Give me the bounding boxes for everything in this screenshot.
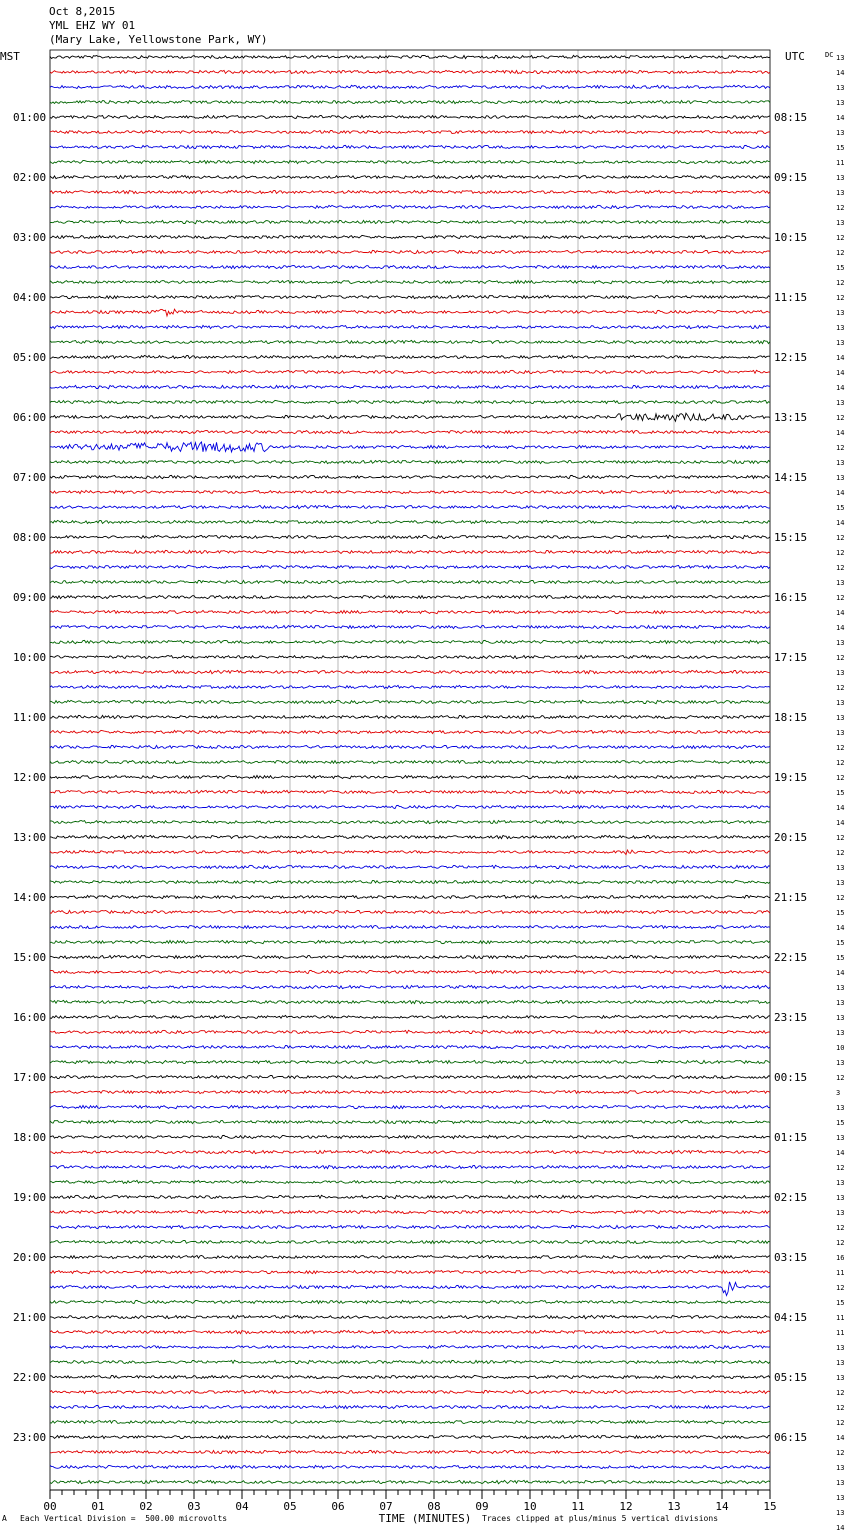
trace-row-63 [50,1000,770,1003]
row-count: 13 [836,1209,845,1217]
trace-row-59 [50,940,770,943]
row-count: 13 [836,1134,845,1142]
row-count: 14 [836,114,845,122]
row-count: 13 [836,99,845,107]
left-hour-label: 19:00 [13,1191,47,1204]
row-count: 14 [836,1434,845,1442]
left-hour-label: 23:00 [13,1431,47,1444]
trace-row-64 [50,1015,770,1018]
right-corner-label: DC [825,51,834,59]
left-hour-label: 06:00 [13,411,47,424]
row-count: 12 [836,1389,845,1397]
x-tick-label: 15 [763,1500,777,1513]
row-count: 15 [836,939,845,947]
trace-row-66 [50,1045,770,1048]
trace-row-83 [50,1300,770,1303]
trace-row-12 [50,235,770,238]
row-count: 15 [836,954,845,962]
right-hour-label: 23:15 [774,1011,808,1024]
trace-row-21 [50,370,770,373]
row-count: 13 [836,1014,845,1022]
trace-row-17 [50,309,770,316]
trace-row-56 [50,895,770,898]
left-hour-label: 12:00 [13,771,47,784]
row-count: 12 [836,1074,845,1082]
plot-date: Oct 8,2015 [49,5,116,18]
trace-row-92 [50,1435,770,1438]
trace-row-19 [50,340,770,343]
row-count: 12 [836,294,845,302]
row-count: 11 [836,1314,845,1322]
station-code: YML EHZ WY 01 [49,19,136,32]
trace-row-8 [50,175,770,178]
trace-row-10 [50,205,770,208]
trace-row-58 [50,925,770,928]
right-hour-label: 01:15 [774,1131,808,1144]
trace-row-49 [50,790,770,793]
right-hour-label: 04:15 [774,1311,808,1324]
trace-row-87 [50,1360,770,1363]
row-count: 13 [836,399,845,407]
row-count: 12 [836,759,845,767]
row-count: 11 [836,1269,845,1277]
row-count: 12 [836,1449,845,1457]
row-count: 15 [836,144,845,152]
right-hour-label: 15:15 [774,531,808,544]
row-count: 12 [836,204,845,212]
row-count: 14 [836,1149,845,1157]
trace-row-53 [50,850,770,855]
right-hour-label: 00:15 [774,1071,808,1084]
row-count: 12 [836,834,845,842]
trace-row-46 [50,745,770,748]
trace-row-79 [50,1241,770,1244]
trace-row-40 [50,656,770,659]
row-count: 13 [836,1464,845,1472]
row-count: 13 [836,579,845,587]
row-count: 13 [836,1194,845,1202]
row-count: 13 [836,174,845,182]
trace-row-7 [50,160,770,163]
row-count: 15 [836,504,845,512]
footer-mark: A [2,1514,7,1523]
trace-row-60 [50,955,770,958]
trace-row-11 [50,220,770,223]
left-hour-label: 20:00 [13,1251,47,1264]
trace-row-30 [50,505,770,508]
row-count: 15 [836,789,845,797]
trace-row-28 [50,475,770,478]
row-count: 14 [836,609,845,617]
left-hour-label: 04:00 [13,291,47,304]
trace-row-9 [50,190,770,193]
left-hour-label: 18:00 [13,1131,47,1144]
trace-row-45 [50,730,770,733]
row-count: 12 [836,564,845,572]
left-hour-label: 10:00 [13,651,47,664]
row-count: 13 [836,219,845,227]
trace-row-15 [50,280,770,283]
trace-row-78 [50,1225,770,1228]
trace-row-39 [50,640,770,643]
trace-row-62 [50,985,770,988]
trace-row-75 [50,1180,770,1183]
footer-clip-note: Traces clipped at plus/minus 5 vertical divisions [482,1514,719,1523]
trace-row-91 [50,1420,770,1423]
trace-row-34 [50,565,770,568]
trace-row-93 [50,1450,770,1453]
x-tick-label: 00 [43,1500,57,1513]
row-count: 13 [836,999,845,1007]
left-hour-label: 14:00 [13,891,47,904]
row-count: 14 [836,819,845,827]
row-count: 13 [836,474,845,482]
trace-row-55 [50,880,770,883]
row-count: 14 [836,1524,845,1532]
left-hour-label: 15:00 [13,951,47,964]
trace-row-69 [50,1090,770,1093]
trace-row-86 [50,1345,770,1348]
trace-row-38 [50,625,770,628]
footer-scale: Each Vertical Division = 500.00 microvolts [20,1514,228,1523]
row-count: 13 [836,699,845,707]
row-count: 14 [836,624,845,632]
row-count: 13 [836,1479,845,1487]
row-count: 13 [836,459,845,467]
left-hour-label: 02:00 [13,171,47,184]
row-count: 11 [836,159,845,167]
x-tick-label: 08 [427,1500,441,1513]
row-count: 12 [836,1224,845,1232]
row-count: 13 [836,189,845,197]
trace-row-43 [50,700,770,703]
trace-row-33 [50,550,770,553]
left-hour-label: 08:00 [13,531,47,544]
x-tick-label: 04 [235,1500,249,1513]
row-count: 13 [836,1029,845,1037]
left-hour-label: 07:00 [13,471,47,484]
trace-row-16 [50,295,770,298]
row-count: 12 [836,684,845,692]
row-count: 12 [836,234,845,242]
trace-row-23 [50,400,770,403]
row-count: 15 [836,1299,845,1307]
trace-row-31 [50,520,770,523]
right-hour-label: 14:15 [774,471,808,484]
row-count: 13 [836,669,845,677]
trace-row-22 [50,385,770,388]
left-hour-label: 11:00 [13,711,47,724]
trace-row-24 [50,413,770,421]
right-hour-label: 05:15 [774,1371,808,1384]
trace-row-26 [50,442,770,452]
row-count: 13 [836,1509,845,1517]
row-count: 14 [836,429,845,437]
trace-row-71 [50,1120,770,1123]
trace-row-44 [50,715,770,718]
row-count: 13 [836,1104,845,1112]
row-count: 13 [836,714,845,722]
right-timezone: UTC [785,50,805,63]
row-count: 13 [836,879,845,887]
row-count: 14 [836,354,845,362]
row-count: 12 [836,414,845,422]
row-count: 16 [836,1254,845,1262]
trace-row-84 [50,1315,770,1318]
row-count: 14 [836,369,845,377]
x-tick-label: 01 [91,1500,105,1513]
row-count: 13 [836,1359,845,1367]
row-count: 13 [836,1494,845,1502]
row-count: 13 [836,339,845,347]
row-count: 12 [836,594,845,602]
row-count: 13 [836,309,845,317]
row-count: 12 [836,534,845,542]
trace-row-51 [50,821,770,824]
trace-row-90 [50,1406,770,1409]
left-hour-label: 17:00 [13,1071,47,1084]
row-count: 14 [836,69,845,77]
right-hour-label: 18:15 [774,711,808,724]
row-count: 12 [836,774,845,782]
row-count: 12 [836,1284,845,1292]
trace-row-32 [50,535,770,538]
left-hour-label: 21:00 [13,1311,47,1324]
row-count: 14 [836,804,845,812]
row-count: 11 [836,1329,845,1337]
trace-row-89 [50,1390,770,1393]
trace-row-74 [50,1165,770,1168]
x-tick-label: 13 [667,1500,681,1513]
x-tick-label: 06 [331,1500,345,1513]
trace-row-81 [50,1270,770,1273]
x-tick-label: 11 [571,1500,585,1513]
row-count: 12 [836,249,845,257]
right-hour-label: 17:15 [774,651,808,664]
right-hour-label: 06:15 [774,1431,808,1444]
trace-row-82 [50,1282,770,1296]
row-count: 13 [836,1059,845,1067]
left-hour-label: 05:00 [13,351,47,364]
right-hour-label: 12:15 [774,351,808,364]
row-count: 12 [836,1404,845,1412]
trace-row-61 [50,970,770,973]
row-count: 12 [836,549,845,557]
right-hour-label: 08:15 [774,111,808,124]
row-count: 15 [836,909,845,917]
trace-row-29 [50,490,770,493]
x-tick-label: 07 [379,1500,393,1513]
trace-row-68 [50,1075,770,1078]
right-hour-label: 09:15 [774,171,808,184]
trace-row-57 [50,910,770,913]
trace-row-2 [50,85,770,88]
row-count: 13 [836,84,845,92]
trace-row-25 [50,431,770,434]
row-count: 13 [836,324,845,332]
trace-row-36 [50,596,770,599]
row-count: 13 [836,1374,845,1382]
right-hour-label: 22:15 [774,951,808,964]
trace-row-85 [50,1330,770,1333]
left-hour-label: 01:00 [13,111,47,124]
trace-row-41 [50,670,770,673]
row-count: 14 [836,924,845,932]
trace-row-5 [50,131,770,134]
trace-row-73 [50,1150,770,1153]
right-hour-label: 16:15 [774,591,808,604]
row-count: 13 [836,729,845,737]
x-tick-label: 14 [715,1500,729,1513]
x-tick-label: 10 [523,1500,537,1513]
right-hour-label: 21:15 [774,891,808,904]
right-hour-label: 03:15 [774,1251,808,1264]
trace-row-14 [50,266,770,269]
x-tick-label: 09 [475,1500,489,1513]
row-count: 12 [836,1239,845,1247]
trace-row-4 [50,115,770,118]
x-tick-label: 05 [283,1500,297,1513]
trace-row-52 [50,835,770,838]
row-count: 14 [836,519,845,527]
trace-row-37 [50,610,770,613]
trace-row-13 [50,250,770,253]
left-hour-label: 13:00 [13,831,47,844]
row-count: 12 [836,1164,845,1172]
row-count: 12 [836,894,845,902]
row-count: 12 [836,654,845,662]
left-hour-label: 22:00 [13,1371,47,1384]
trace-row-18 [50,325,770,328]
left-hour-label: 16:00 [13,1011,47,1024]
row-count: 14 [836,969,845,977]
row-count: 13 [836,639,845,647]
left-hour-label: 09:00 [13,591,47,604]
right-hour-label: 20:15 [774,831,808,844]
row-count: 12 [836,279,845,287]
trace-row-3 [50,101,770,104]
row-counts [836,54,844,1534]
trace-row-88 [50,1375,770,1378]
trace-row-54 [50,865,770,868]
row-count: 13 [836,129,845,137]
x-tick-label: 12 [619,1500,633,1513]
right-hour-label: 02:15 [774,1191,808,1204]
row-count: 13 [836,1344,845,1352]
trace-row-65 [50,1030,770,1033]
trace-row-94 [50,1465,770,1468]
row-count: 12 [836,1419,845,1427]
row-count: 15 [836,1119,845,1127]
row-count: 12 [836,849,845,857]
row-count: 15 [836,264,845,272]
trace-row-0 [50,55,770,58]
row-count: 13 [836,1179,845,1187]
row-count: 10 [836,1044,845,1052]
left-hour-label: 03:00 [13,231,47,244]
trace-row-72 [50,1135,770,1138]
row-count: 12 [836,744,845,752]
time-axis [43,1490,776,1513]
seismic-traces [50,55,770,1483]
trace-row-67 [50,1060,770,1063]
x-axis-title: TIME (MINUTES) [378,1512,472,1525]
trace-row-77 [50,1210,770,1213]
trace-row-80 [50,1255,770,1258]
right-hour-label: 10:15 [774,231,808,244]
row-count: 13 [836,54,845,62]
trace-row-1 [50,70,770,73]
trace-row-35 [50,580,770,583]
x-tick-label: 02 [139,1500,153,1513]
right-hour-label: 13:15 [774,411,808,424]
trace-row-42 [50,685,770,688]
trace-row-50 [50,805,770,808]
trace-row-20 [50,355,770,358]
row-count: 13 [836,984,845,992]
trace-row-47 [50,760,770,763]
row-count: 12 [836,444,845,452]
row-count: 14 [836,384,845,392]
station-location: (Mary Lake, Yellowstone Park, WY) [49,33,268,46]
row-count: 13 [836,864,845,872]
trace-row-6 [50,145,770,148]
trace-row-95 [50,1480,770,1483]
row-count: 3 [836,1089,841,1097]
trace-row-48 [50,775,770,778]
trace-row-27 [50,460,770,463]
trace-row-76 [50,1195,770,1198]
right-hour-label: 11:15 [774,291,808,304]
x-tick-label: 03 [187,1500,201,1513]
trace-row-70 [50,1105,770,1108]
row-count: 14 [836,489,845,497]
right-hour-label: 19:15 [774,771,808,784]
left-timezone: MST [0,50,20,63]
